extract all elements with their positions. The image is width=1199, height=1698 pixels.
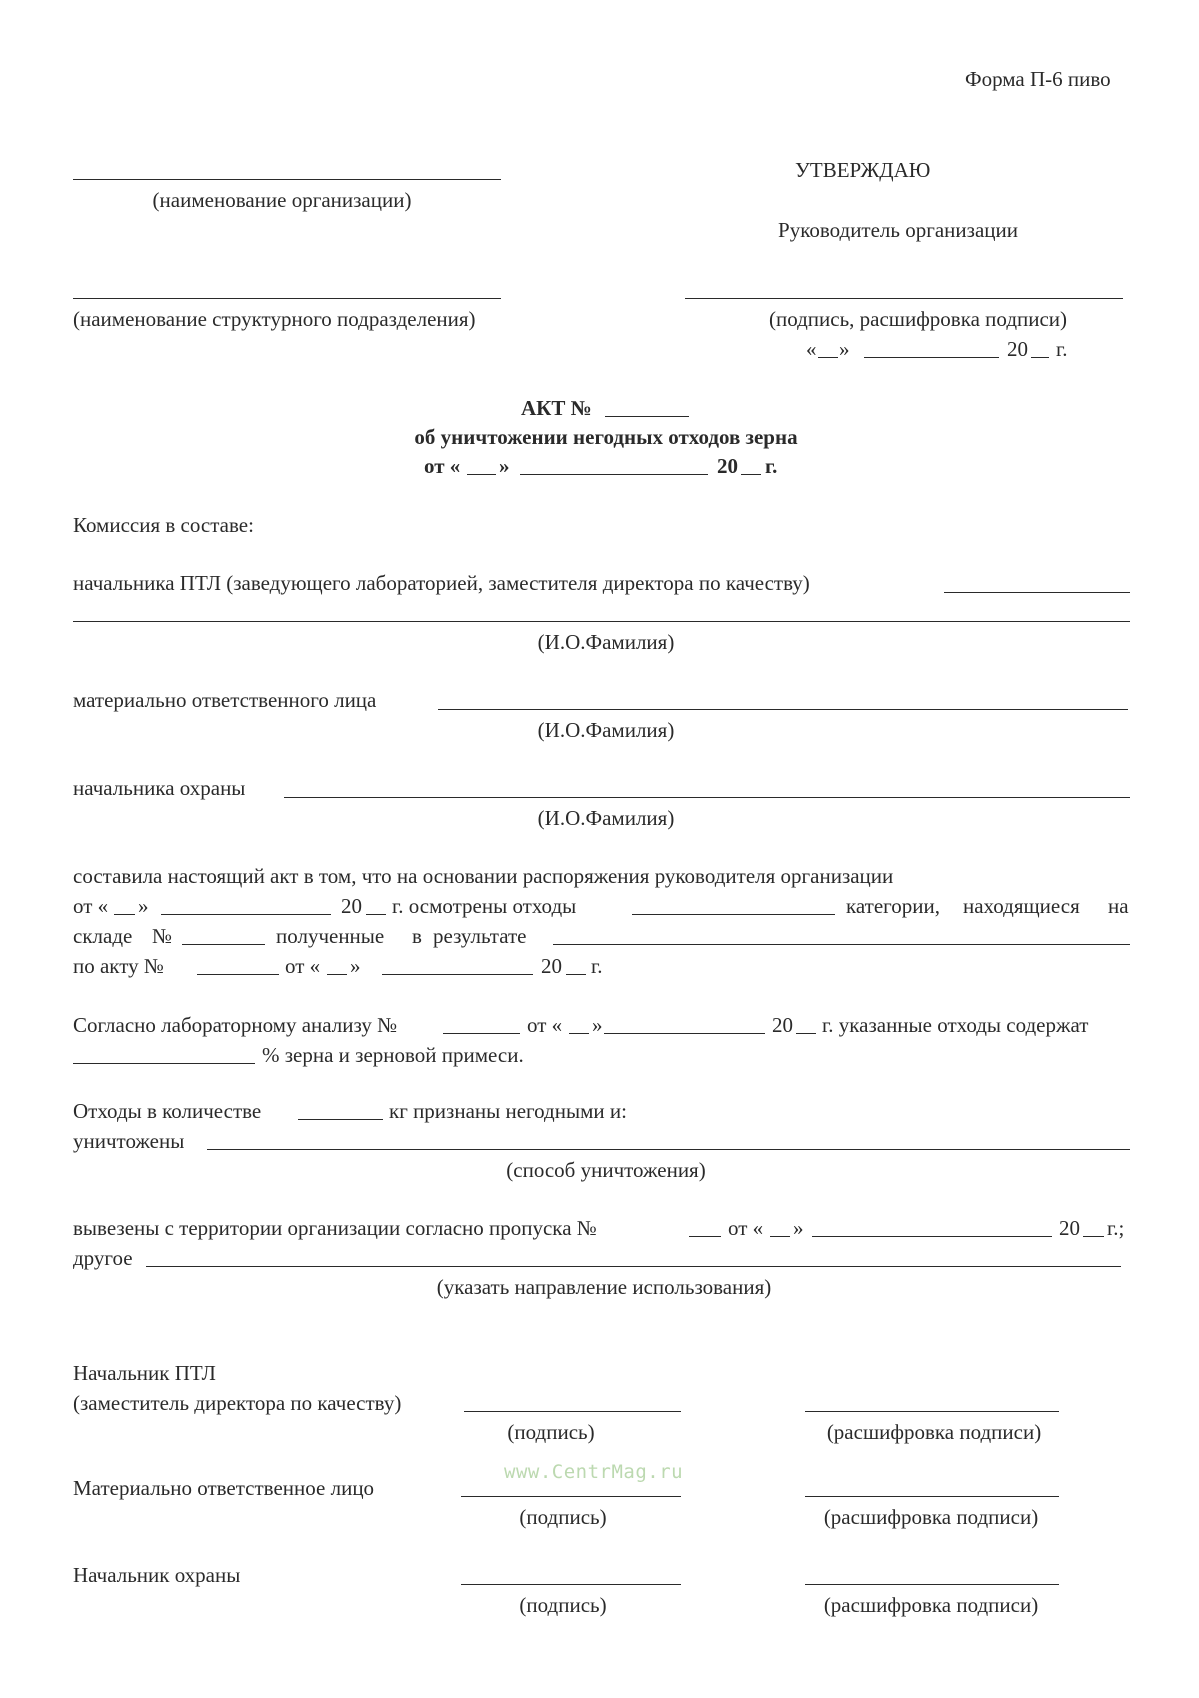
member3-label: начальника охраны (73, 776, 246, 800)
org-name-caption: (наименование организации) (152, 188, 412, 212)
p2-date-close: » (592, 1013, 603, 1037)
act-subject: об уничтожении негодных отходов зерна (414, 425, 798, 449)
p4-year-line[interactable] (1083, 1236, 1104, 1237)
act-year-suffix: г. (765, 454, 778, 478)
member1-label: начальника ПТЛ (заведующего лабораторией, заместителя директора по качеству) (73, 571, 810, 595)
sig3-title: Начальник охраны (73, 1563, 241, 1587)
p1-in-label: в (412, 924, 422, 948)
sig3-sign-caption: (подпись) (519, 1593, 607, 1617)
act-day-line[interactable] (467, 474, 496, 475)
p4-removed-label: вывезены с территории организации согласно пропуска № (73, 1216, 597, 1240)
approve-year-line[interactable] (1031, 357, 1049, 358)
act-year-prefix: 20 (717, 454, 738, 478)
usage-caption: (указать направление использования) (436, 1275, 772, 1299)
approve-year-suffix: г. (1056, 337, 1068, 361)
p3-kg-label: кг признаны негодными и: (389, 1099, 627, 1123)
sig1-title-line1: Начальник ПТЛ (73, 1361, 216, 1385)
sig2-sign-line[interactable] (461, 1496, 681, 1497)
p2-contains: г. указанные отходы содержат (822, 1013, 1089, 1037)
approve-day-line[interactable] (818, 357, 838, 358)
sig2-title: Материально ответственное лицо (73, 1476, 375, 1500)
p1-received-label: полученные (276, 924, 385, 948)
approve-date-close: » (839, 337, 850, 361)
p3-destroyed-label: уничтожены (73, 1129, 185, 1153)
p2-month-line[interactable] (604, 1033, 765, 1034)
member2-caption: (И.О.Фамилия) (537, 718, 675, 742)
approve-month-line[interactable] (864, 357, 999, 358)
p2-date-open: от « (527, 1013, 563, 1037)
p2-analysis-label: Согласно лабораторному анализу № (73, 1013, 398, 1037)
sig3-decode-caption: (расшифровка подписи) (823, 1593, 1039, 1617)
p1-category-label: категории, (846, 894, 940, 918)
p4-date-open: от « (728, 1216, 764, 1240)
member2-line[interactable] (438, 709, 1128, 710)
act-number-label: АКТ № (521, 396, 592, 420)
commission-intro: Комиссия в составе: (73, 513, 254, 537)
member1-line-a[interactable] (944, 592, 1130, 593)
sig1-sign-line[interactable] (464, 1411, 681, 1412)
act-date-close: » (499, 454, 510, 478)
p1-date-close: » (138, 894, 149, 918)
p1-act-day-line[interactable] (327, 974, 347, 975)
sig1-decode-line[interactable] (805, 1411, 1059, 1412)
p1-inspected: г. осмотрены отходы (392, 894, 577, 918)
p1-line1: составила настоящий акт в том, что на основании распоряжения руководителя организации (73, 864, 894, 888)
p3-quantity-line[interactable] (298, 1119, 383, 1120)
p1-month-line[interactable] (161, 914, 331, 915)
p2-percent-label: % зерна и зерновой примеси. (262, 1043, 524, 1067)
p1-act-year-line[interactable] (566, 974, 586, 975)
p1-act-date-open: от « (285, 954, 321, 978)
p1-at-label: на (1108, 894, 1129, 918)
member2-label: материально ответственного лица (73, 688, 377, 712)
member1-caption: (И.О.Фамилия) (537, 630, 675, 654)
p4-year-prefix: 20 (1059, 1216, 1080, 1240)
sig2-decode-line[interactable] (805, 1496, 1059, 1497)
p4-month-line[interactable] (812, 1236, 1052, 1237)
p4-date-close: » (793, 1216, 804, 1240)
destroy-caption: (способ уничтожения) (506, 1158, 706, 1182)
sig3-decode-line[interactable] (805, 1584, 1059, 1585)
p2-year-line[interactable] (796, 1033, 816, 1034)
p1-result-line[interactable] (553, 944, 1130, 945)
sig3-sign-line[interactable] (461, 1584, 681, 1585)
p1-result-label: результате (433, 924, 527, 948)
watermark: www.CentrMag.ru (504, 1461, 684, 1483)
p4-day-line[interactable] (770, 1236, 790, 1237)
p1-warehouse-line[interactable] (182, 944, 265, 945)
sig2-decode-caption: (расшифровка подписи) (823, 1505, 1039, 1529)
p1-act-year-prefix: 20 (541, 954, 562, 978)
p1-act-month-line[interactable] (382, 974, 533, 975)
p2-year-prefix: 20 (772, 1013, 793, 1037)
approve-heading: УТВЕРЖДАЮ (795, 158, 931, 182)
p1-category-line[interactable] (632, 914, 835, 915)
act-month-line[interactable] (520, 474, 708, 475)
p1-act-no-line[interactable] (197, 974, 279, 975)
p3-destroy-line[interactable] (207, 1149, 1130, 1150)
member1-line-b[interactable] (73, 621, 1130, 622)
sig1-sign-caption: (подпись) (507, 1420, 595, 1444)
p1-warehouse-no: № (152, 924, 173, 948)
dept-name-line[interactable] (73, 298, 501, 299)
sig2-sign-caption: (подпись) (519, 1505, 607, 1529)
head-sign-line[interactable] (685, 298, 1123, 299)
p4-pass-line[interactable] (689, 1236, 721, 1237)
p1-year-line[interactable] (366, 914, 386, 915)
p1-date-open: от « (73, 894, 109, 918)
approve-date-open: « (806, 337, 817, 361)
p2-percent-line[interactable] (73, 1063, 255, 1064)
act-date-from: от « (424, 454, 461, 478)
approve-year-prefix: 20 (1007, 337, 1028, 361)
dept-name-caption: (наименование структурного подразделения) (73, 307, 476, 331)
p1-day-line[interactable] (114, 914, 135, 915)
p4-other-label: другое (73, 1246, 133, 1270)
p2-day-line[interactable] (569, 1033, 589, 1034)
act-year-line[interactable] (741, 474, 761, 475)
p1-act-no-label: по акту № (73, 954, 164, 978)
p1-act-year-suffix: г. (591, 954, 603, 978)
sig1-decode-caption: (расшифровка подписи) (826, 1420, 1042, 1444)
form-label: Форма П-6 пиво (965, 67, 1111, 91)
p2-analysis-no-line[interactable] (443, 1033, 520, 1034)
p4-year-suffix: г.; (1107, 1216, 1125, 1240)
member3-caption: (И.О.Фамилия) (537, 806, 675, 830)
org-name-line[interactable] (73, 179, 501, 180)
member3-line[interactable] (284, 797, 1130, 798)
act-number-line[interactable] (605, 416, 689, 417)
head-title: Руководитель организации (778, 218, 1018, 242)
head-sign-caption: (подпись, расшифровка подписи) (768, 307, 1068, 331)
p3-quantity-label: Отходы в количестве (73, 1099, 262, 1123)
p1-located-label: находящиеся (963, 894, 1080, 918)
p1-warehouse-label: складе (73, 924, 133, 948)
p1-act-date-close: » (350, 954, 361, 978)
p4-other-line[interactable] (146, 1266, 1121, 1267)
p1-year-prefix: 20 (341, 894, 362, 918)
sig1-title-line2: (заместитель директора по качеству) (73, 1391, 402, 1415)
